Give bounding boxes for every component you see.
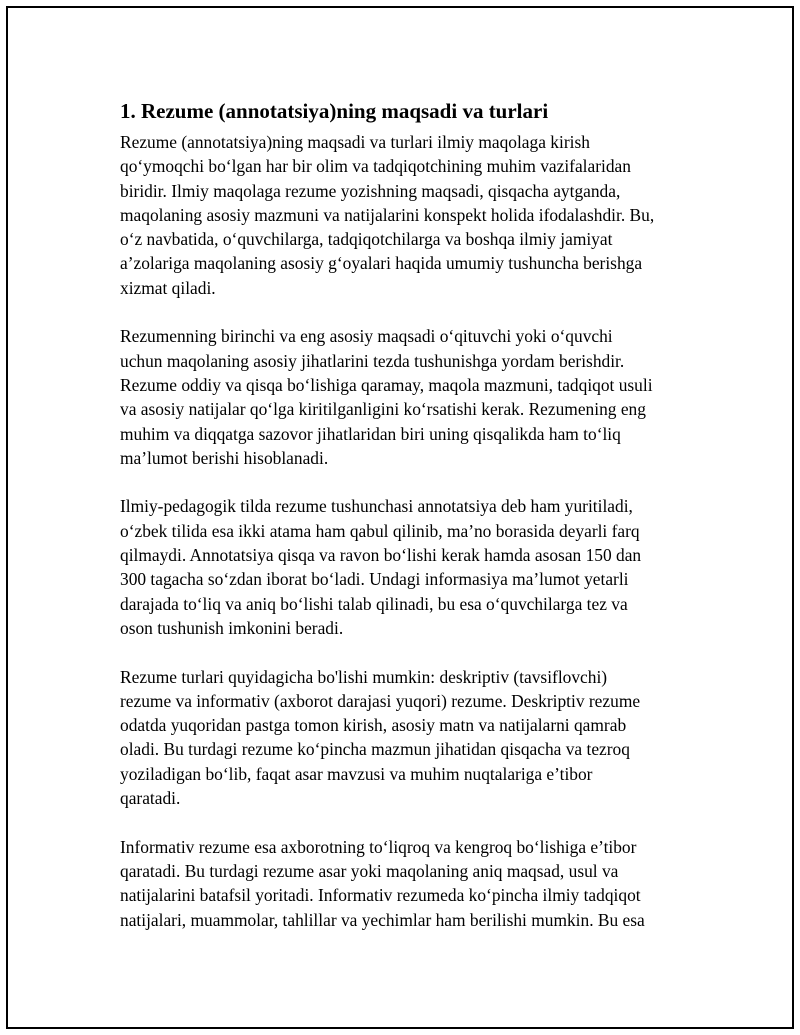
text-line: qilmaydi. Annotatsiya qisqa va ravon bo‘lishi kerak hamda asosan 150 dan [120, 545, 642, 566]
text-line: 300 tagacha so‘zdan iborat bo‘ladi. Undagi informasiya ma’lumot yetarli [120, 569, 629, 590]
text-line: ma’lumot berishi hisoblanadi. [120, 447, 329, 468]
body-paragraph [120, 130, 680, 300]
text-line: muhim va diqqatga sazovor jihatlaridan biri uning qisqalikda ham to‘liq [120, 423, 621, 444]
text-line: uchun maqolaning asosiy jihatlarini tezda tushunishga yordam berishdir. [120, 350, 625, 371]
text-line: Rezume (annotatsiya)ning maqsadi va turlari ilmiy maqolaga kirish [120, 132, 590, 152]
text-line: qo‘ymoqchi bo‘lgan har bir olim va tadqiqotchining muhim vazifalaridan [120, 156, 631, 177]
text-line: Rezume oddiy va qisqa bo‘lishiga qaramay, maqola mazmuni, tadqiqot usuli [120, 374, 653, 395]
body-paragraph [120, 494, 680, 640]
text-line: darajada to‘liq va aniq bo‘lishi talab qilinadi, bu esa o‘quvchilarga tez va [120, 593, 628, 614]
body-paragraph [120, 665, 680, 811]
text-line: yoziladigan bo‘lib, faqat asar mavzusi va muhim nuqtalariga e’tibor [120, 763, 593, 784]
body-paragraph [120, 324, 680, 470]
text-line: Rezume turlari quyidagicha bo'lishi mumkin: deskriptiv (tavsiflovchi) [120, 666, 608, 687]
text-line: qaratadi. Bu turdagi rezume asar yoki maqolaning aniq maqsad, usul va [120, 860, 619, 881]
text-line: o‘z navbatida, o‘quvchilarga, tadqiqotchilarga va boshqa ilmiy jamiyat [120, 229, 613, 250]
text-line: biridir. Ilmiy maqolaga rezume yozishning maqsadi, qisqacha aytganda, [120, 180, 621, 201]
text-line: Rezumenning birinchi va eng asosiy maqsadi o‘qituvchi yoki o‘quvchi [120, 326, 613, 347]
text-line: odatda yuqoridan pastga tomon kirish, asosiy matn va natijalarni qamrab [120, 715, 627, 736]
text-line: a’zolariga maqolaning asosiy g‘oyalari haqida umumiy tushuncha berishga [120, 253, 643, 274]
page-content [120, 98, 680, 956]
text-line: maqolaning asosiy mazmuni va natijalarini konspekt holida ifodalashdir. Bu, [120, 204, 655, 225]
text-line: Informativ rezume esa axborotning to‘liqroq va kengroq bo‘lishiga e’tibor [120, 836, 637, 857]
text-line: o‘zbek tilida esa ikki atama ham qabul qilinib, ma’no borasida deyarli farq [120, 520, 640, 541]
text-line: xizmat qiladi. [120, 277, 216, 298]
text-line: qaratadi. [120, 788, 181, 809]
text-line: va asosiy natijalar qo‘lga kiritilganligini ko‘rsatishi kerak. Rezumening eng [120, 399, 646, 420]
document-page [6, 6, 794, 1029]
text-line: rezume va informativ (axborot darajasi yuqori) rezume. Deskriptiv rezume [120, 690, 641, 711]
text-line: natijalarini batafsil yoritadi. Informativ rezumeda ko‘pincha ilmiy tadqiqot [120, 885, 641, 906]
section-heading: 1. Rezume (annotatsiya)ning maqsadi va turlari [120, 99, 549, 123]
text-line: natijalari, muammolar, tahlillar va yechimlar ham berilishi mumkin. Bu esa [120, 909, 645, 930]
text-line: Ilmiy-pedagogik tilda rezume tushunchasi annotatsiya deb ham yuritiladi, [120, 496, 633, 517]
text-line: oladi. Bu turdagi rezume ko‘pincha mazmun jihatidan qisqacha va tezroq [120, 739, 630, 760]
text-line: oson tushunish imkonini beradi. [120, 617, 344, 638]
paragraph-list [120, 130, 680, 932]
body-paragraph [120, 835, 680, 932]
